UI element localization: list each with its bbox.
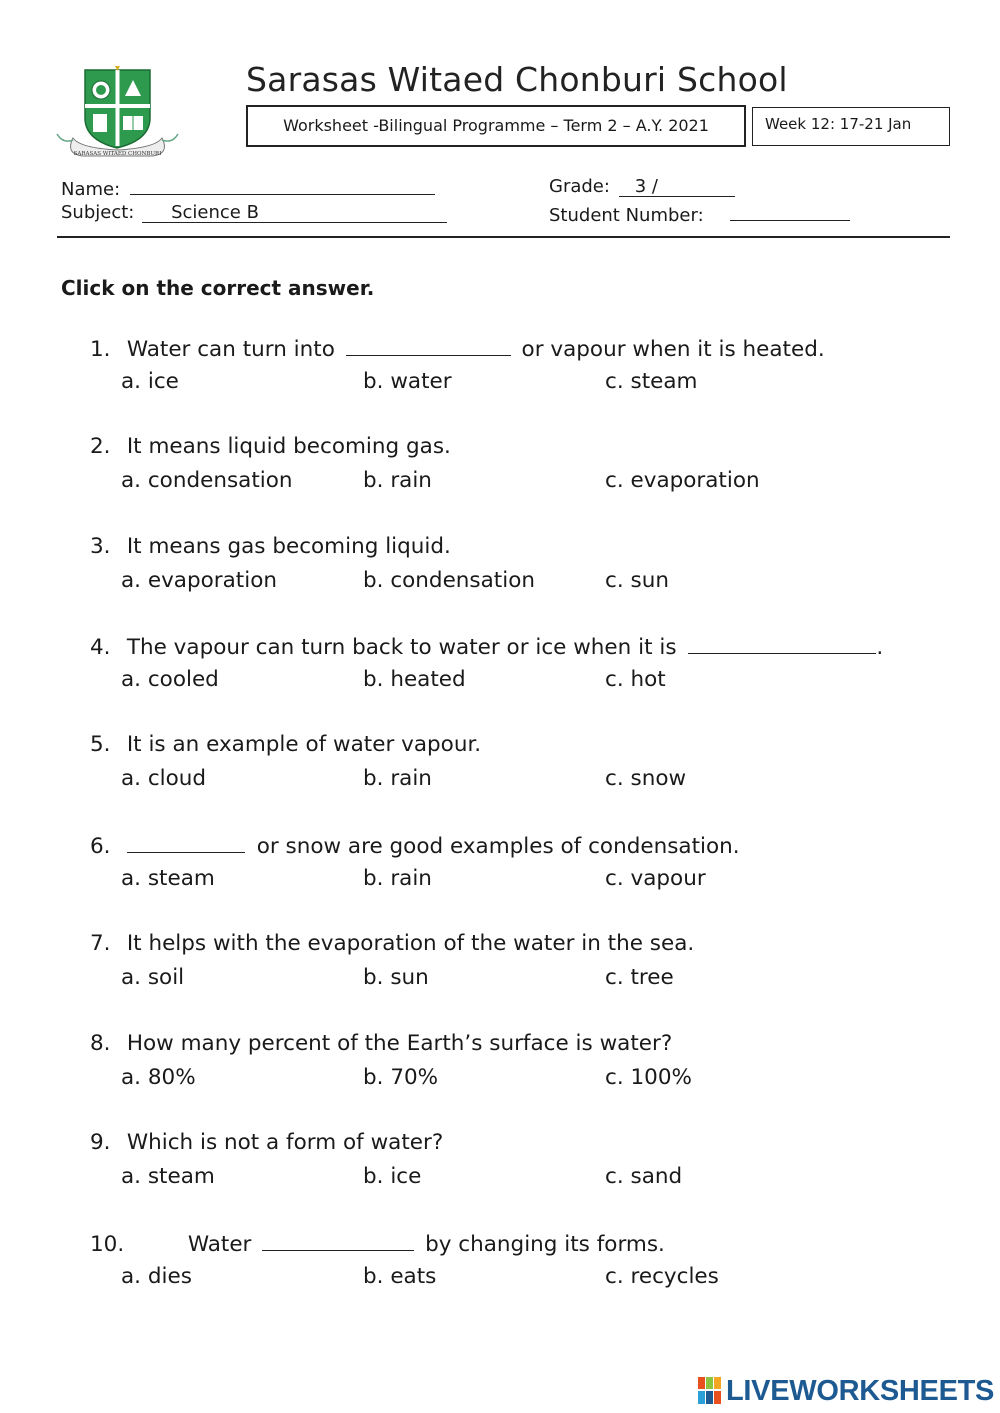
answer-blank: [688, 631, 876, 654]
option-c[interactable]: c. tree: [605, 965, 674, 990]
option-b[interactable]: b. rain: [363, 468, 432, 493]
option-a[interactable]: a. dies: [121, 1264, 192, 1289]
question-10: [90, 1228, 950, 1293]
question-text-start: Water can turn into: [126, 337, 335, 362]
question-number: 1.: [90, 337, 111, 362]
question-text-end: by changing its forms.: [425, 1232, 665, 1257]
question-number: 5.: [90, 732, 111, 757]
option-a[interactable]: a. steam: [121, 1164, 215, 1189]
question-number: 10.: [90, 1232, 125, 1257]
question-4: [90, 631, 950, 696]
subject-label: Subject:: [61, 202, 135, 223]
option-a[interactable]: a. steam: [121, 866, 215, 891]
option-b[interactable]: b. heated: [363, 667, 466, 692]
question-text: It means liquid becoming gas.: [126, 434, 451, 459]
question-number: 8.: [90, 1031, 111, 1056]
option-b[interactable]: b. sun: [363, 965, 429, 990]
option-b[interactable]: b. eats: [363, 1264, 437, 1289]
question-number: 9.: [90, 1130, 111, 1155]
question-text: It means gas becoming liquid.: [126, 534, 451, 559]
option-c[interactable]: c. hot: [605, 667, 666, 692]
question-number: 3.: [90, 534, 111, 559]
question-number: 6.: [90, 834, 111, 859]
question-5: [90, 730, 950, 795]
question-text: How many percent of the Earth’s surface is water?: [126, 1031, 673, 1056]
liveworksheets-brand-text: LIVEWORKSHEETS: [726, 1374, 995, 1407]
option-b[interactable]: b. 70%: [363, 1065, 439, 1090]
question-text-end: .: [876, 635, 884, 660]
header-divider: [57, 236, 950, 238]
subject-field: [61, 202, 447, 223]
option-a[interactable]: a. soil: [121, 965, 185, 990]
student-number-field[interactable]: [549, 202, 850, 226]
week-label-box: Week 12: 17-21 Jan: [752, 107, 950, 146]
option-a[interactable]: a. 80%: [121, 1065, 196, 1090]
answer-blank: [262, 1228, 414, 1251]
student-number-blank-line[interactable]: [730, 202, 850, 221]
instruction-text: Click on the correct answer.: [61, 276, 375, 300]
liveworksheets-logo[interactable]: [698, 1374, 994, 1408]
option-a[interactable]: a. ice: [121, 369, 179, 394]
option-a[interactable]: a. cooled: [121, 667, 219, 692]
question-number: 7.: [90, 931, 111, 956]
question-8: [90, 1029, 950, 1094]
worksheet-label-box: Worksheet -Bilingual Programme – Term 2 – A.Y. 2021: [246, 105, 746, 147]
question-3: [90, 532, 950, 597]
question-text-end: or vapour when it is heated.: [521, 337, 825, 362]
question-text-start: The vapour can turn back to water or ice when it is: [126, 635, 677, 660]
question-number: 4.: [90, 635, 111, 660]
question-2: [90, 432, 950, 497]
option-c[interactable]: c. snow: [605, 766, 687, 791]
option-a[interactable]: a. condensation: [121, 468, 293, 493]
liveworksheets-icon: [698, 1377, 722, 1405]
option-c[interactable]: c. recycles: [605, 1264, 719, 1289]
option-c[interactable]: c. sun: [605, 568, 669, 593]
question-text: Which is not a form of water?: [126, 1130, 444, 1155]
question-1: [90, 333, 950, 398]
subject-value: Science B: [142, 204, 447, 223]
school-name-title: Sarasas Witaed Chonburi School: [246, 60, 788, 99]
question-text-end: or snow are good examples of condensation.: [256, 834, 740, 859]
option-b[interactable]: b. water: [363, 369, 452, 394]
question-7: [90, 929, 950, 994]
question-text: It helps with the evaporation of the water in the sea.: [126, 931, 695, 956]
option-b[interactable]: b. ice: [363, 1164, 422, 1189]
answer-blank: [127, 830, 245, 853]
option-a[interactable]: a. cloud: [121, 766, 207, 791]
question-9: [90, 1128, 950, 1193]
answer-blank: [346, 333, 511, 356]
option-c[interactable]: c. sand: [605, 1164, 683, 1189]
grade-value[interactable]: 3 /: [619, 178, 735, 197]
option-c[interactable]: c. evaporation: [605, 468, 760, 493]
question-6: [90, 830, 950, 895]
question-text-start: Water: [187, 1232, 252, 1257]
name-field[interactable]: [61, 176, 435, 200]
grade-label: Grade:: [549, 176, 610, 197]
name-blank-line[interactable]: [130, 176, 435, 195]
question-number: 2.: [90, 434, 111, 459]
option-b[interactable]: b. condensation: [363, 568, 535, 593]
option-b[interactable]: b. rain: [363, 766, 432, 791]
student-number-label: Student Number:: [549, 205, 704, 226]
grade-field[interactable]: [549, 176, 735, 197]
crest-banner-text: SARASAS WITAED CHONBURI: [73, 151, 162, 157]
school-crest-logo: [55, 66, 180, 166]
option-c[interactable]: c. vapour: [605, 866, 706, 891]
option-b[interactable]: b. rain: [363, 866, 432, 891]
name-label: Name:: [61, 179, 121, 200]
option-a[interactable]: a. evaporation: [121, 568, 277, 593]
question-text: It is an example of water vapour.: [126, 732, 482, 757]
option-c[interactable]: c. 100%: [605, 1065, 692, 1090]
option-c[interactable]: c. steam: [605, 369, 698, 394]
